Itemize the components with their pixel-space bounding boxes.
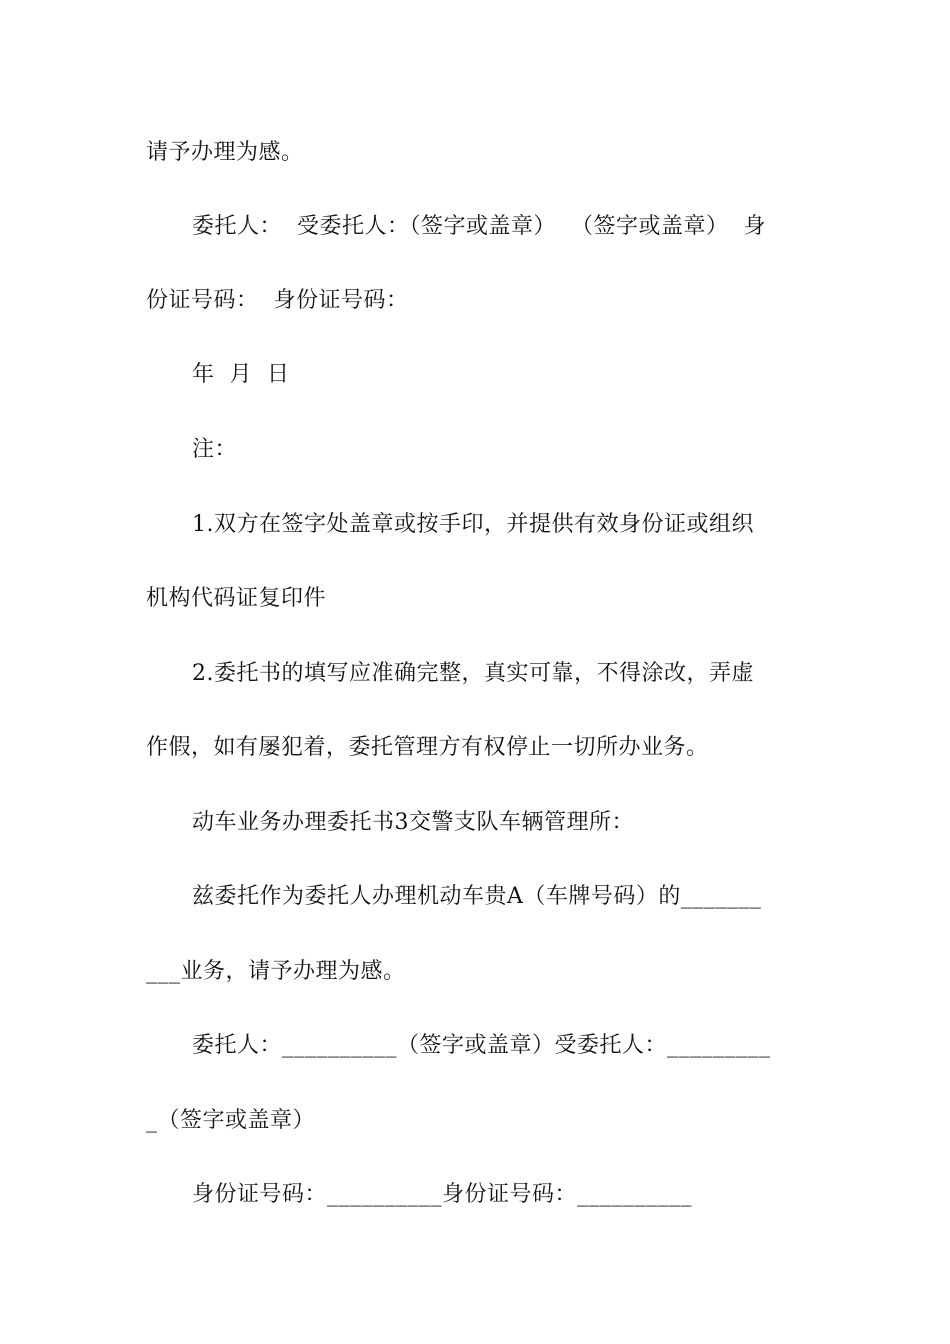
text-line-note-1-cont: 机构代码证复印件 <box>146 586 327 611</box>
text-line-date: 年 月 日 <box>192 362 290 387</box>
text-line-entrust: 兹委托作为委托人办理机动车贵A（车牌号码）的_______ <box>192 884 762 909</box>
text-line-note-heading: 注： <box>192 437 238 462</box>
text-line-section-title: 动车业务办理委托书3交警支队车辆管理所： <box>192 810 634 835</box>
text-line-signatories-2: 委托人：__________（签字或盖章）受委托人：_________ <box>192 1033 771 1058</box>
text-line-note-2-cont: 作假，如有屡犯着，委托管理方有权停止一切所办业务。 <box>146 735 709 760</box>
text-line-id-numbers: 份证号码： 身份证号码： <box>146 288 409 313</box>
text-line-note-1: 1.双方在签字处盖章或按手印，并提供有效身份证或组织 <box>192 512 754 537</box>
text-line-request: 请予办理为感。 <box>146 140 304 165</box>
text-line-id-numbers-2: 身份证号码：__________身份证号码：__________ <box>192 1182 693 1207</box>
text-line-note-2: 2.委托书的填写应准确完整，真实可靠，不得涂改，弄虚 <box>192 661 754 686</box>
text-line-entrust-cont: ___业务，请予办理为感。 <box>146 959 406 984</box>
text-line-signatories: 委托人： 受委托人：（签字或盖章） （签字或盖章） 身 <box>192 214 766 239</box>
text-line-signatories-2-cont: _（签字或盖章） <box>146 1108 316 1133</box>
